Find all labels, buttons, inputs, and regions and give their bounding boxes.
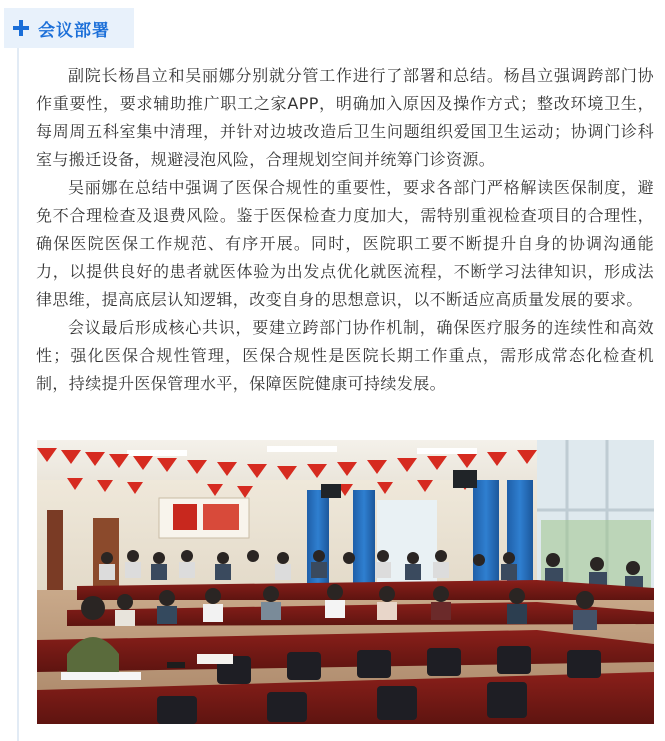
meeting-room-photo [37,440,654,724]
paragraph-1: 副院长杨昌立和吴丽娜分别就分管工作进行了部署和总结。杨昌立强调跨部门协作重要性，要求辅助推广职工之家APP，明确加入原因及操作方式；整改环境卫生，每周周五科室集中清理，并针对边坡改造后卫生问题组织爱国卫生运动；协调门诊科室与搬迁设备，规避浸泡风险，合理规划空间并统筹门诊资源。 [36,66,654,169]
paragraph-3: 会议最后形成核心共识，要建立跨部门协作机制，确保医疗服务的连续性和高效性；强化医保合规性管理，医保合规性是医院长期工作重点，需形成常态化检查机制，持续提升医保管理水平，保障医院健康可持续发展。 [36,318,654,393]
section-header [4,8,134,48]
left-divider [17,48,19,741]
section-title: 会议部署 [38,20,110,41]
article-body [36,62,654,398]
plus-icon [12,19,30,37]
paragraph-2: 吴丽娜在总结中强调了医保合规性的重要性，要求各部门严格解读医保制度，避免不合理检查及退费风险。鉴于医保检查力度加大，需特别重视检查项目的合理性，确保医院医保工作规范、有序开展。同时，医院职工要不断提升自身的协调沟通能力，以提供良好的患者就医体验为出发点优化就医流程，不断学习法律知识，形成法律思维，提高底层认知逻辑，改变自身的思想意识，以不断适应高质量发展的要求。 [36,178,654,309]
meeting-room-illustration [37,440,654,724]
